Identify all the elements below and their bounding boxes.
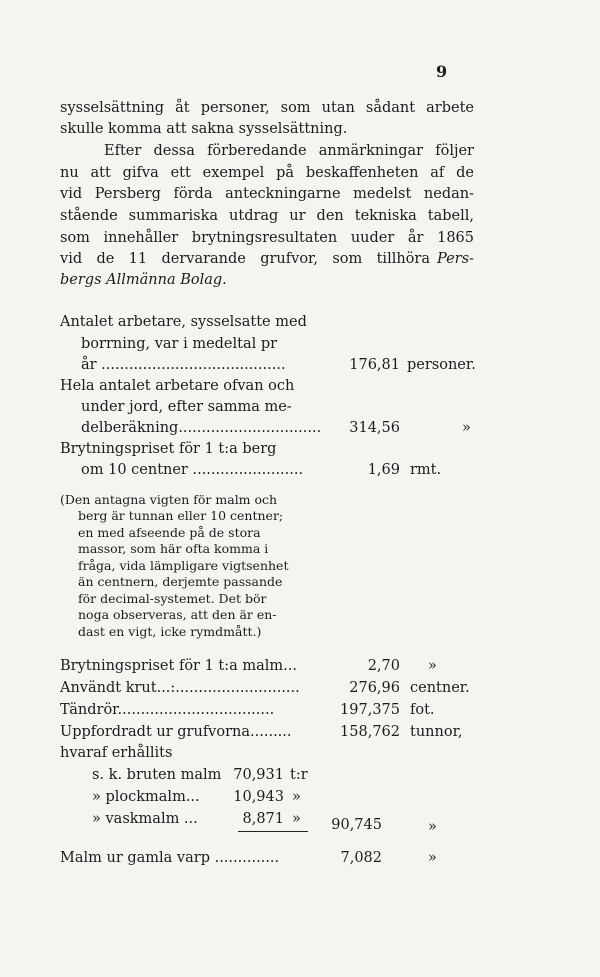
note-line: än centnern, derjemte passande xyxy=(78,574,283,589)
sum-value: 90,745 xyxy=(331,817,382,833)
sum-unit: » xyxy=(428,819,437,835)
row-value: 314,56 xyxy=(349,420,400,436)
row-value: 176,81 xyxy=(349,357,400,373)
note-line: dast en vigt, icke rymdmått.) xyxy=(78,624,262,639)
note-line: massor, som här ofta komma i xyxy=(78,541,269,556)
row-value: 158,762 xyxy=(340,724,400,740)
paragraph-line: sysselsättning åt personer, som utan sådant arbete xyxy=(60,100,474,116)
row-unit: fot. xyxy=(410,702,435,718)
row-unit: » xyxy=(428,658,437,674)
paragraph-line: vid de 11 dervarande grufvor, som tillhöra xyxy=(60,251,430,267)
row-label: Antalet arbetare, sysselsatte med xyxy=(60,314,307,330)
hvaraf-label: hvaraf erhållits xyxy=(60,745,173,761)
row-label: delberäkning............................... xyxy=(81,420,322,436)
row-unit: » xyxy=(428,850,437,866)
sub-row-unit: t:r xyxy=(290,767,308,783)
row-label: Användt krut...:........................... xyxy=(60,680,300,696)
sub-row-value: 10,943 xyxy=(233,789,284,805)
sub-row-unit: » xyxy=(292,789,301,805)
sub-row-value: 70,931 xyxy=(233,767,284,783)
paragraph-italic-tail: Pers- xyxy=(437,251,474,267)
note-line: för decimal-systemet. Det bör xyxy=(78,591,267,606)
row-unit: tunnor, xyxy=(410,724,463,740)
sub-row-label: » plockmalm... xyxy=(92,789,200,805)
sub-row-label: s. k. bruten malm xyxy=(92,767,222,783)
row-label: Brytningspriset för 1 t:a berg xyxy=(60,441,277,457)
row-unit: » xyxy=(462,420,471,436)
row-label: om 10 centner ........................ xyxy=(81,462,304,478)
sub-row-label: » vaskmalm ... xyxy=(92,811,198,827)
sub-row-value: 8,871 xyxy=(242,811,284,827)
row-label: år ........................................ xyxy=(81,357,286,373)
note-line: noga observeras, att den är en- xyxy=(78,607,277,622)
row-unit: centner. xyxy=(410,680,470,696)
note-line: en med afseende på de stora xyxy=(78,525,261,540)
paragraph-line: vid Persberg förda anteckningarne medelst nedan- xyxy=(60,186,474,202)
row-label: Uppfordradt ur grufvorna......... xyxy=(60,724,292,740)
note-line: fråga, vida lämpligare vigtsenhet xyxy=(78,558,289,573)
paragraph-line: Efter dessa förberedande anmärkningar följer xyxy=(104,143,474,159)
row-value: 7,082 xyxy=(340,850,382,866)
paragraph-line: nu att gifva ett exempel på beskaffenheten af de xyxy=(60,165,474,181)
paragraph-line: skulle komma att sakna sysselsättning. xyxy=(60,121,348,137)
row-label: Brytningspriset för 1 t:a malm... xyxy=(60,658,297,674)
row-label: borrning, var i medeltal pr xyxy=(81,336,278,352)
paragraph-italic-line: bergs Allmänna Bolag. xyxy=(60,272,227,288)
row-value: 276,96 xyxy=(349,680,400,696)
page-number: 9 xyxy=(436,62,448,81)
row-label: under jord, efter samma me- xyxy=(81,399,292,415)
sub-row-unit: » xyxy=(292,811,301,827)
note-line: (Den antagna vigten för malm och xyxy=(60,492,278,507)
row-value: 197,375 xyxy=(340,702,400,718)
paragraph-line: stående summariska utdrag ur den tekniska tabell, xyxy=(60,208,474,224)
row-value: 2,70 xyxy=(367,658,400,674)
paragraph-line: som innehåller brytningsresultaten uuder år 1865 xyxy=(60,230,474,246)
row-label: Malm ur gamla varp .............. xyxy=(60,850,280,866)
row-unit: personer. xyxy=(407,357,476,373)
row-label: Hela antalet arbetare ofvan och xyxy=(60,378,295,394)
row-value: 1,69 xyxy=(367,462,400,478)
row-unit: rmt. xyxy=(410,462,442,478)
row-label: Tändrör.................................. xyxy=(60,702,275,718)
note-line: berg är tunnan eller 10 centner; xyxy=(78,508,284,523)
